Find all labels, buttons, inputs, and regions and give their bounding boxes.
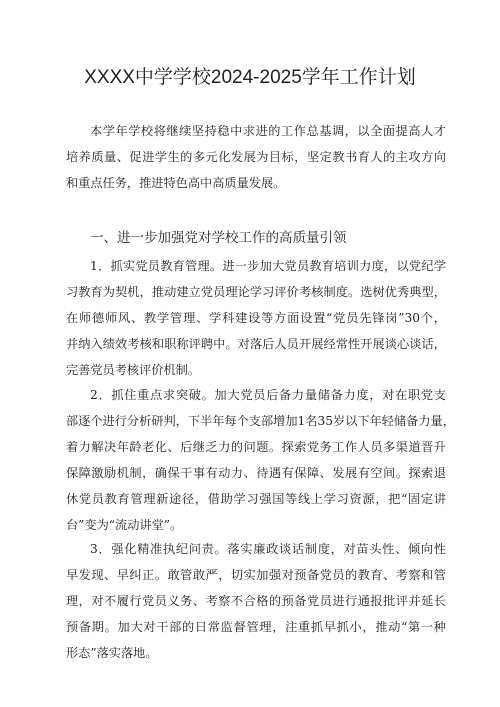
item3-paragraph	[66, 536, 446, 666]
item2-line-4: 保障激励机制，确保干事有动力、待遇有保障、发展有空间。探索退	[66, 466, 446, 480]
item2-line-6: 台”变为“流动讲堂”。	[66, 518, 183, 532]
item2-line-3: 着力解决年龄老化、后继乏力的问题。探索党务工作人员多渠道晋升	[66, 440, 446, 454]
item2-line-1: 2．抓住重点求突破。加大党员后备力量储备力度，对在职党支	[90, 388, 446, 402]
section-heading-1: 一、进一步加强党对学校工作的高质量引领	[90, 230, 347, 245]
item1-line-5: 完善党员考核评价机制。	[66, 363, 201, 377]
item1-line-2: 习教育为契机，推动建立党员理论学习评价考核制度。选树优秀典型，	[66, 285, 446, 299]
item3-line-1: 3．强化精准执纪问责。落实廉政谈话制度，对苗头性、倾向性	[90, 542, 446, 556]
item1-line-3: 在师德师风、教学管理、学科建设等方面设置“党员先锋岗”30个，	[66, 311, 446, 325]
intro-paragraph	[66, 118, 446, 196]
item2-paragraph	[66, 382, 455, 538]
item3-line-4: 预备期。加大对干部的日常监督管理，注重抓早抓小，推动“第一种	[66, 620, 446, 634]
intro-line-3: 和重点任务，推进特色高中高质量发展。	[66, 176, 286, 190]
item2-line-5: 休党员教育管理新途径，借助学习强国等线上学习资源，把“固定讲	[66, 492, 446, 506]
item2-line-2: 部逐个进行分析研判，下半年每个支部增加1名35岁以下年轻储备力量，	[66, 414, 455, 428]
item3-line-2: 早发现、早纠正。敢管敢严，切实加强对预备党员的教育、考察和管	[66, 568, 446, 582]
intro-line-2: 培养质量、促进学生的多元化发展为目标，坚定教书育人的主攻方向	[66, 150, 446, 164]
item3-line-3: 理，对不履行党员义务、考察不合格的预备党员进行通报批评并延长	[66, 594, 446, 608]
item1-paragraph	[66, 253, 446, 383]
item1-line-4: 并纳入绩效考核和职称评聘中。对落后人员开展经常性开展谈心谈话，	[66, 337, 446, 351]
item3-line-5: 形态”落实落地。	[66, 646, 158, 660]
item1-line-1: 1．抓实党员教育管理。进一步加大党员教育培训力度，以党纪学	[90, 259, 446, 273]
intro-line-1: 本学年学校将继续坚持稳中求进的工作总基调，以全面提高人才	[90, 124, 446, 138]
document-title: XXXX中学学校2024-2025学年工作计划	[84, 67, 416, 88]
